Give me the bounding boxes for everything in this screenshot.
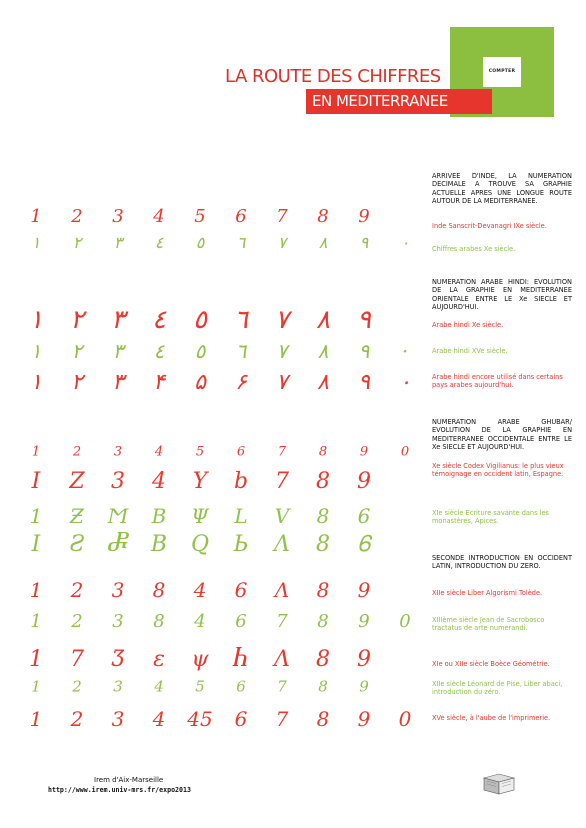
- numeral-r0-c6: 7: [276, 206, 288, 227]
- numeral-r11-c7: 8: [316, 647, 330, 672]
- numeral-r13-c3: 4: [152, 707, 166, 731]
- numeral-r4-c8: ٩: [358, 370, 370, 395]
- page-title-line1: LA ROUTE DES CHIFFRES: [225, 66, 441, 87]
- compter-badge: [483, 57, 521, 87]
- numeral-r3-c4: ٥: [194, 339, 206, 363]
- numeral-r8-c6: Λ: [274, 532, 290, 557]
- numeral-r13-c2: 3: [111, 707, 125, 731]
- numeral-r6-c0: I: [31, 469, 41, 494]
- numeral-r3-c8: ٩: [358, 339, 370, 363]
- numeral-r3-c1: ٢: [71, 339, 83, 363]
- numeral-r1-c6: ٧: [277, 233, 287, 252]
- numeral-r8-c2: Ⴥ: [107, 532, 129, 557]
- numeral-r3-c7: ٨: [317, 339, 329, 363]
- numeral-r10-c0: 1: [30, 611, 42, 632]
- numeral-r8-c4: Ԛ: [190, 532, 210, 557]
- numeral-r12-c7: 8: [318, 677, 328, 696]
- numeral-r13-c0: 1: [29, 707, 43, 731]
- numeral-r10-c4: 4: [194, 611, 206, 632]
- numeral-r12-c5: 6: [236, 677, 246, 696]
- numeral-r6-c5: b: [233, 469, 249, 494]
- numeral-r8-c0: I: [31, 532, 41, 557]
- note-fibonacci: XIIe siècle Léonard de Pise, Liber abaci, introduction du zéro.: [432, 680, 563, 697]
- numeral-r4-c9: ٠: [399, 370, 411, 395]
- numeral-r7-c2: Ϻ: [107, 504, 129, 528]
- numeral-r1-c5: ٦: [236, 233, 246, 252]
- note-hindi-heading: NUMERATION ARABE HINDI: EVOLUTION DE LA GRAPHIE EN MEDITERRANEE ORIENTALE ENTRE LE Xe SIECLE ET AUJOURD'HUI.: [432, 278, 572, 312]
- numeral-r12-c0: 1: [31, 677, 41, 696]
- numeral-r2-c5: ٦: [234, 305, 248, 335]
- numeral-r9-c2: 3: [111, 578, 125, 602]
- note-hindi-10c: Arabe hindi Xe siècle.: [432, 321, 504, 329]
- numeral-r0-c5: 6: [235, 206, 247, 227]
- numeral-r8-c1: Ƨ: [69, 532, 85, 557]
- numeral-r5-c1: 2: [72, 444, 82, 460]
- numeral-r2-c3: ٤: [152, 305, 166, 335]
- numeral-r9-c3: 8: [152, 578, 166, 602]
- numeral-r10-c9: 0: [399, 611, 411, 632]
- numeral-r0-c4: 5: [194, 206, 206, 227]
- numeral-r12-c8: 9: [359, 677, 369, 696]
- numeral-r11-c8: 9: [357, 647, 371, 672]
- numeral-r8-c8: Ꮾ: [357, 532, 371, 557]
- numeral-r4-c7: ٨: [317, 370, 329, 395]
- note-codex: Xe siècle Codex Vigilianus: le plus vieux témoignage en occident latin, Espagne.: [432, 462, 564, 479]
- numeral-r1-c0: ١: [31, 233, 41, 252]
- note-hindi-today: Arabe hindi encore utilisé dans certains pays arabes aujourd'hui.: [432, 373, 563, 390]
- numeral-r10-c8: 9: [358, 611, 370, 632]
- numeral-r5-c0: 1: [31, 444, 41, 460]
- numeral-r6-c8: 9: [357, 469, 371, 494]
- numeral-r4-c5: ۶: [235, 370, 247, 395]
- numeral-r10-c1: 2: [71, 611, 83, 632]
- numeral-r3-c6: ٧: [276, 339, 288, 363]
- numeral-r0-c1: 2: [71, 206, 83, 227]
- note-ghubar-heading: NUMERATION ARABE GHUBAR/ EVOLUTION DE LA GRAPHIE EN MEDITERRANEE OCCIDENTALE ENTRE LE Xe SIECLE ET AUJOURD'HUI.: [432, 418, 572, 452]
- numeral-r10-c2: 3: [112, 611, 124, 632]
- numeral-r0-c7: 8: [317, 206, 329, 227]
- note-hindi-15c: Arabe hindi XVe siècle.: [432, 347, 508, 355]
- numeral-r13-c5: 6: [234, 707, 248, 731]
- numeral-r5-c2: 3: [113, 444, 123, 460]
- numeral-r5-c6: 7: [277, 444, 287, 460]
- numeral-r8-c7: 8: [316, 532, 330, 557]
- numeral-r0-c2: 3: [112, 206, 124, 227]
- numeral-r11-c2: Ӡ: [111, 647, 125, 672]
- numeral-r13-c9: 0: [398, 707, 412, 731]
- numeral-r11-c0: 1: [29, 647, 43, 672]
- numeral-r9-c8: 9: [357, 578, 371, 602]
- numeral-r13-c7: 8: [316, 707, 330, 731]
- numeral-r9-c4: 4: [193, 578, 207, 602]
- numeral-r12-c4: 5: [195, 677, 205, 696]
- note-devanagari: Inde Sanscrit-Devanagri IXe siècle.: [432, 222, 547, 230]
- numeral-r7-c5: L: [234, 504, 248, 528]
- numeral-r7-c6: V: [274, 504, 290, 528]
- numeral-r1-c7: ٨: [318, 233, 328, 252]
- numeral-r6-c2: 3: [111, 469, 125, 494]
- numeral-r6-c1: Z: [69, 469, 85, 494]
- note-apices: XIe siècle Ecriture savante dans les monastères, Apices.: [432, 509, 549, 526]
- numeral-r6-c6: 7: [275, 469, 289, 494]
- numeral-r9-c6: Λ: [274, 578, 290, 602]
- numeral-r13-c8: 9: [357, 707, 371, 731]
- numeral-r1-c3: ٤: [154, 233, 164, 252]
- numeral-r2-c7: ٨: [316, 305, 330, 335]
- numeral-r10-c6: 7: [276, 611, 288, 632]
- numeral-r6-c3: 4: [152, 469, 166, 494]
- numeral-r12-c2: 3: [113, 677, 123, 696]
- numeral-r6-c7: 8: [316, 469, 330, 494]
- numeral-r5-c7: 8: [318, 444, 328, 460]
- numeral-r0-c0: 1: [30, 206, 42, 227]
- numeral-r9-c7: 8: [316, 578, 330, 602]
- numeral-r4-c6: ٧: [276, 370, 288, 395]
- numeral-r8-c5: Ь: [233, 532, 249, 557]
- numeral-r7-c7: 8: [316, 504, 330, 528]
- note-sacrobosco: XIIIème siècle Jean de Sacrobosco tractatus de arte numerandi.: [432, 616, 545, 633]
- numeral-r5-c5: 6: [236, 444, 246, 460]
- numeral-r3-c0: ١: [30, 339, 42, 363]
- numeral-r7-c0: 1: [29, 504, 43, 528]
- numeral-r2-c4: ٥: [193, 305, 207, 335]
- numeral-r0-c3: 4: [153, 206, 165, 227]
- numeral-r5-c8: 9: [359, 444, 369, 460]
- numeral-r1-c4: ٥: [195, 233, 205, 252]
- footer-url[interactable]: http://www.irem.univ-mrs.fr/expo2013: [48, 786, 191, 794]
- numeral-r4-c3: ۴: [153, 370, 165, 395]
- footer-org: Irem d'Aix-Marseille: [94, 776, 164, 784]
- numeral-r5-c4: 5: [195, 444, 205, 460]
- numeral-r7-c3: B: [151, 504, 167, 528]
- numeral-r1-c1: ٢: [72, 233, 82, 252]
- numeral-r4-c0: ١: [30, 370, 42, 395]
- numeral-r5-c3: 4: [154, 444, 164, 460]
- numeral-r4-c2: ٣: [112, 370, 124, 395]
- numeral-r11-c6: Ʌ: [274, 647, 290, 672]
- numeral-r9-c0: 1: [29, 578, 43, 602]
- note-intro: ARRIVEE D'INDE, LA NUMERATION DECIMALE A TROUVE SA GRAPHIE ACTUELLE APRES UNE LONGUE ROUTE AUTOUR DE LA MEDITERRANEE.: [432, 172, 572, 206]
- note-printing: XVe siècle, à l'aube de l'imprimerie.: [432, 714, 551, 722]
- numeral-r13-c4: 45: [187, 707, 213, 731]
- numeral-r3-c2: ٣: [112, 339, 124, 363]
- numeral-r5-c9: 0: [400, 444, 410, 460]
- numeral-r11-c4: ψ: [191, 647, 209, 672]
- note-arabic-10c: Chiffres arabes Xe siècle.: [432, 245, 516, 253]
- numeral-r7-c1: Ƶ: [70, 504, 84, 528]
- numeral-r7-c4: Ψ: [191, 504, 209, 528]
- note-zero-heading: SECONDE INTRODUCTION EN OCCIDENT LATIN, INTRODUCTION DU ZERO.: [432, 554, 572, 571]
- numeral-r1-c9: ٠: [400, 233, 410, 252]
- numeral-r11-c1: 7: [70, 647, 84, 672]
- numeral-r2-c6: ٧: [275, 305, 289, 335]
- numeral-r2-c1: ٢: [70, 305, 84, 335]
- numeral-r12-c6: 7: [277, 677, 287, 696]
- note-boece: XIe ou XIIe siècle Boèce Géométrie.: [432, 660, 550, 668]
- numeral-r2-c0: ١: [29, 305, 43, 335]
- numeral-r8-c3: B: [150, 532, 168, 557]
- numeral-r2-c2: ٣: [111, 305, 125, 335]
- numeral-r7-c8: 6: [357, 504, 371, 528]
- numeral-r12-c3: 4: [154, 677, 164, 696]
- numeral-r3-c3: ٤: [153, 339, 165, 363]
- numeral-r4-c1: ٢: [71, 370, 83, 395]
- numeral-r9-c5: 6: [234, 578, 248, 602]
- numeral-r11-c3: ε: [153, 647, 165, 672]
- numeral-r3-c9: ·: [401, 339, 409, 363]
- book-icon: [482, 770, 516, 796]
- numeral-r4-c4: ۵: [194, 370, 206, 395]
- numeral-r12-c1: 2: [72, 677, 82, 696]
- page-title-line2: EN MEDITERRANEE: [312, 92, 448, 110]
- numeral-r6-c4: Y: [192, 469, 208, 494]
- numeral-r2-c8: ٩: [357, 305, 371, 335]
- numeral-r3-c5: ٦: [235, 339, 247, 363]
- note-toledo: XIIe siècle Liber Algorismi Tolède.: [432, 589, 543, 597]
- numeral-r0-c8: 9: [358, 206, 370, 227]
- compter-label: COMPTER: [488, 69, 516, 74]
- numeral-r10-c3: 8: [153, 611, 165, 632]
- numeral-r11-c5: Ⴙ: [232, 647, 250, 672]
- numeral-r13-c1: 2: [70, 707, 84, 731]
- numeral-r9-c1: 2: [70, 578, 84, 602]
- numeral-r1-c8: ٩: [359, 233, 369, 252]
- numeral-r10-c5: 6: [235, 611, 247, 632]
- numeral-r10-c7: 8: [317, 611, 329, 632]
- numeral-r13-c6: 7: [275, 707, 289, 731]
- numeral-r1-c2: ٣: [113, 233, 123, 252]
